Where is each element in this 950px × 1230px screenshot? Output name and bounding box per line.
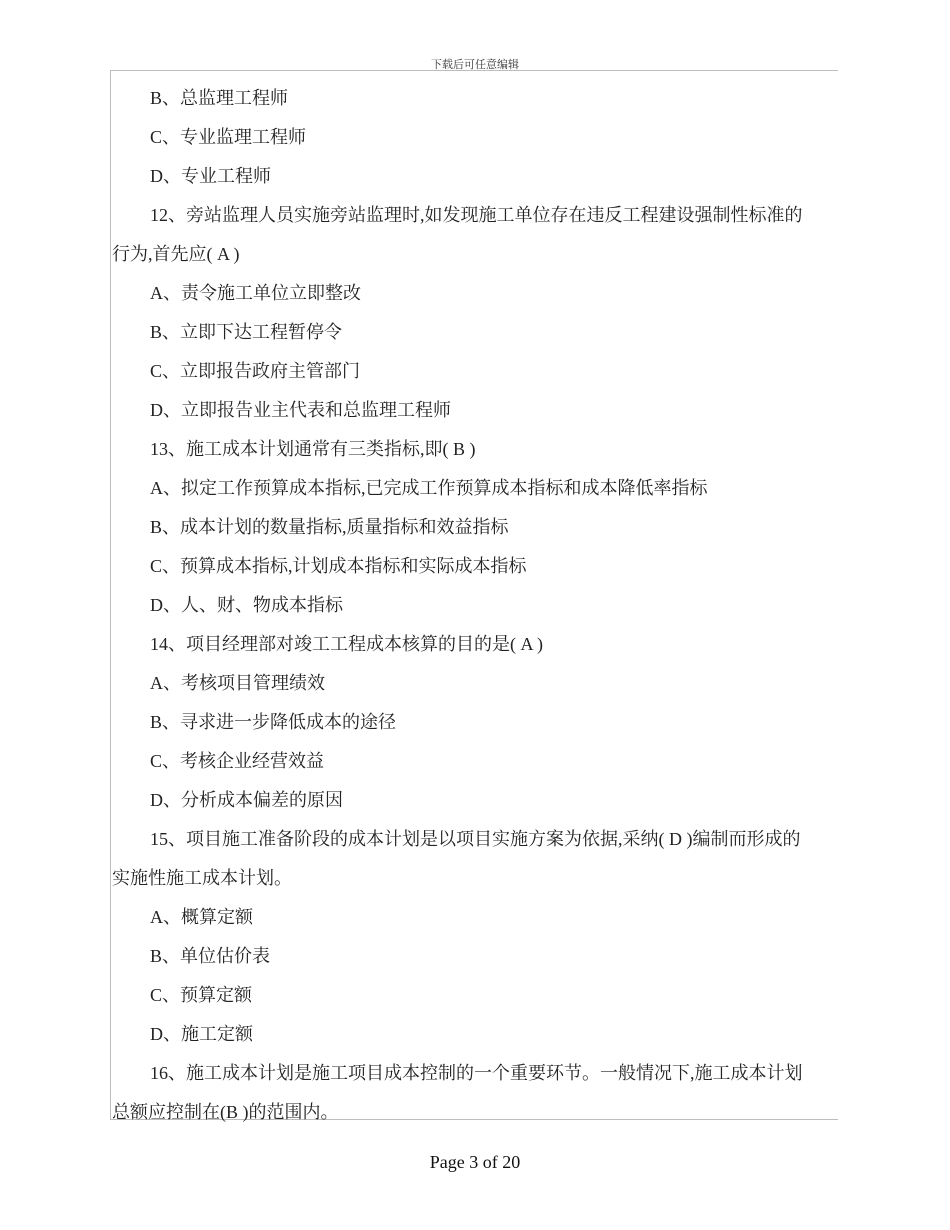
question-line: 14、项目经理部对竣工工程成本核算的目的是( A ) <box>150 634 543 654</box>
option-line: B、成本计划的数量指标,质量指标和效益指标 <box>150 517 509 537</box>
question-line: 12、旁站监理人员实施旁站监理时,如发现施工单位存在违反工程建设强制性标准的 <box>150 205 803 225</box>
option-line: B、单位估价表 <box>150 946 271 966</box>
question-continuation: 总额应控制在(B )的范围内。 <box>112 1102 339 1122</box>
question-continuation: 实施性施工成本计划。 <box>112 868 292 888</box>
question-line: 16、施工成本计划是施工项目成本控制的一个重要环节。一般情况下,施工成本计划 <box>150 1063 803 1083</box>
question-line: 15、项目施工准备阶段的成本计划是以项目实施方案为依据,采纳( D )编制而形成的 <box>150 829 801 849</box>
option-line: A、责令施工单位立即整改 <box>150 283 361 303</box>
document-body <box>112 79 832 1132</box>
option-line: C、立即报告政府主管部门 <box>150 361 361 381</box>
option-line: D、专业工程师 <box>150 166 271 186</box>
option-line: C、预算成本指标,计划成本指标和实际成本指标 <box>150 556 527 576</box>
option-line: D、分析成本偏差的原因 <box>150 790 343 810</box>
option-line: D、立即报告业主代表和总监理工程师 <box>150 400 451 420</box>
option-line: B、立即下达工程暂停令 <box>150 322 343 342</box>
option-line: B、总监理工程师 <box>150 88 289 108</box>
page-number: Page 3 of 20 <box>429 1152 521 1172</box>
option-line: A、概算定额 <box>150 907 253 927</box>
option-line: C、专业监理工程师 <box>150 127 307 147</box>
page-header: 下载后可任意编辑 <box>431 59 519 71</box>
option-line: C、考核企业经营效益 <box>150 751 325 771</box>
option-line: B、寻求进一步降低成本的途径 <box>150 712 397 732</box>
option-line: D、人、财、物成本指标 <box>150 595 343 615</box>
question-line: 13、施工成本计划通常有三类指标,即( B ) <box>150 439 476 459</box>
question-continuation: 行为,首先应( A ) <box>112 244 240 264</box>
option-line: A、考核项目管理绩效 <box>150 673 325 693</box>
option-line: C、预算定额 <box>150 985 253 1005</box>
option-line: D、施工定额 <box>150 1024 253 1044</box>
option-line: A、拟定工作预算成本指标,已完成工作预算成本指标和成本降低率指标 <box>150 478 708 498</box>
